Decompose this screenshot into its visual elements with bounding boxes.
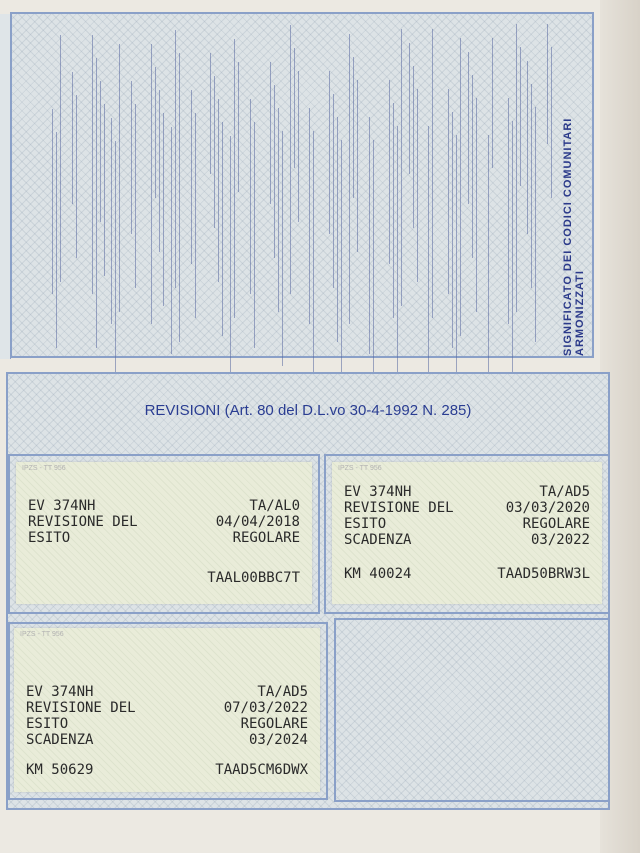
legend-text-column — [52, 24, 67, 349]
legend-title: SIGNIFICATO DEI CODICI COMUNITARI ARMONIZZATI — [562, 117, 586, 356]
office-code: TA/AD5 — [257, 684, 308, 700]
legend-text-column — [428, 24, 443, 349]
sticker-km-row — [14, 762, 320, 778]
legend-text-lines — [52, 24, 562, 349]
legend-text-line — [159, 90, 160, 252]
legend-text-line — [131, 81, 132, 234]
legend-text-column — [547, 24, 562, 349]
legend-text-line — [397, 126, 398, 372]
legend-text-line — [171, 127, 172, 354]
legend-text-line — [111, 118, 112, 324]
legend-text-line — [472, 75, 473, 258]
revision-date: 04/04/2018 — [215, 514, 300, 530]
legend-text-line — [341, 140, 342, 396]
legend-text-line — [210, 53, 211, 174]
revisions-panel — [6, 372, 610, 810]
expiry-label: SCADENZA — [344, 532, 412, 548]
legend-text-line — [428, 126, 429, 384]
sticker-plate-row — [14, 684, 320, 700]
revision-label: REVISIONE DEL — [28, 514, 138, 530]
legend-text-column — [468, 24, 483, 349]
legend-text-column — [92, 24, 107, 349]
legend-text-line — [393, 103, 394, 318]
legend-text-line — [214, 76, 215, 228]
legend-text-line — [218, 99, 219, 282]
legend-text-line — [452, 112, 453, 348]
revision-box-4-empty — [334, 618, 610, 802]
expiry-value: 03/2022 — [530, 532, 590, 548]
result-value: REGOLARE — [240, 716, 308, 732]
legend-text-line — [456, 135, 457, 402]
revision-sticker-3 — [14, 628, 320, 792]
sticker-result-row — [332, 516, 602, 532]
legend-text-line — [329, 71, 330, 234]
km-label: KM — [26, 762, 43, 778]
sticker-plate-row — [16, 498, 312, 514]
legend-text-column — [290, 24, 305, 349]
km-reading — [26, 762, 93, 778]
sticker-code: TAAL00BBC7T — [207, 570, 300, 586]
revision-label: REVISIONE DEL — [26, 700, 136, 716]
office-code: TA/AD5 — [539, 484, 590, 500]
legend-text-line — [179, 53, 180, 342]
result-value: REGOLARE — [522, 516, 590, 532]
legend-text-line — [163, 113, 164, 306]
legend-text-column — [171, 24, 186, 349]
legend-text-column — [369, 24, 384, 349]
km-label: KM — [344, 566, 361, 582]
legend-text-line — [413, 66, 414, 228]
legend-text-line — [270, 62, 271, 204]
legend-text-line — [313, 131, 314, 378]
legend-text-line — [298, 71, 299, 222]
revisions-title: REVISIONI (Art. 80 del D.L.vo 30-4-1992 N. 285) — [144, 402, 472, 419]
legend-text-line — [401, 29, 402, 306]
legend-text-line — [290, 25, 291, 294]
revision-label: REVISIONE DEL — [344, 500, 454, 516]
result-value: REGOLARE — [232, 530, 300, 546]
legend-text-line — [389, 80, 390, 264]
legend-text-line — [135, 104, 136, 288]
legend-text-column — [389, 24, 404, 349]
legend-text-column — [111, 24, 126, 349]
legend-text-line — [349, 34, 350, 324]
legend-text-line — [175, 30, 176, 288]
legend-text-column — [191, 24, 206, 349]
km-value: 40024 — [369, 566, 412, 582]
revision-sticker-1 — [16, 462, 312, 604]
legend-text-line — [151, 44, 152, 324]
legend-text-line — [230, 136, 231, 384]
legend-text-line — [535, 107, 536, 342]
legend-text-column — [409, 24, 424, 349]
legend-text-column — [488, 24, 503, 349]
revision-sticker-2 — [332, 462, 602, 604]
revision-box-1 — [8, 454, 320, 614]
km-value: 50629 — [51, 762, 94, 778]
legend-text-line — [195, 113, 196, 318]
legend-text-column — [210, 24, 225, 349]
legend-text-column — [527, 24, 542, 349]
legend-text-line — [309, 108, 310, 324]
sticker-result-row — [14, 716, 320, 732]
sticker-plate-row — [332, 484, 602, 500]
legend-text-line — [508, 98, 509, 324]
legend-text-line — [448, 89, 449, 294]
legend-text-line — [52, 109, 53, 294]
result-label: ESITO — [344, 516, 387, 532]
legend-text-line — [353, 57, 354, 198]
legend-text-line — [274, 85, 275, 258]
legend-text-line — [238, 62, 239, 192]
revision-date: 07/03/2022 — [223, 700, 308, 716]
sticker-code: TAAD5CM6DWX — [215, 762, 308, 778]
sticker-serial: IPZS - TT 956 — [22, 465, 66, 472]
sticker-km-row — [332, 566, 602, 582]
legend-text-line — [222, 122, 223, 336]
legend-text-line — [119, 44, 120, 312]
legend-text-line — [155, 67, 156, 198]
legend-text-line — [468, 52, 469, 204]
legend-text-column — [250, 24, 265, 349]
sticker-serial: IPZS - TT 956 — [20, 631, 64, 638]
legend-text-line — [234, 39, 235, 318]
sticker-expiry-row — [14, 732, 320, 748]
legend-text-line — [96, 58, 97, 348]
legend-text-line — [92, 35, 93, 294]
legend-text-line — [476, 98, 477, 312]
legend-text-line — [369, 117, 370, 354]
result-label: ESITO — [28, 530, 71, 546]
legend-text-line — [250, 99, 251, 294]
legend-text-line — [72, 72, 73, 204]
legend-text-line — [520, 47, 521, 186]
legend-text-line — [254, 122, 255, 348]
legend-text-line — [191, 90, 192, 264]
legend-text-column — [72, 24, 87, 349]
sticker-revision-row — [16, 514, 312, 530]
revision-box-2 — [324, 454, 610, 614]
legend-text-column — [329, 24, 344, 349]
legend-text-line — [516, 24, 517, 312]
legend-text-line — [100, 81, 101, 222]
legend-text-line — [294, 48, 295, 168]
legend-text-line — [409, 43, 410, 174]
legend-text-line — [357, 80, 358, 252]
revision-date: 03/03/2020 — [505, 500, 590, 516]
km-reading — [344, 566, 411, 582]
legend-text-column — [131, 24, 146, 349]
legend-text-line — [512, 121, 513, 378]
legend-text-line — [527, 61, 528, 234]
plate-number: EV 374NH — [26, 684, 94, 700]
sticker-revision-row — [14, 700, 320, 716]
sticker-code: TAAD50BRW3L — [497, 566, 590, 582]
legend-text-line — [282, 131, 283, 366]
legend-text-column — [151, 24, 166, 349]
legend-text-line — [76, 95, 77, 258]
legend-text-line — [373, 140, 374, 408]
revision-box-3 — [8, 622, 328, 800]
legend-text-line — [333, 94, 334, 288]
plate-number: EV 374NH — [28, 498, 96, 514]
legend-text-column — [349, 24, 364, 349]
legend-text-line — [460, 38, 461, 336]
legend-text-line — [417, 89, 418, 282]
legend-text-column — [508, 24, 523, 349]
legend-text-line — [531, 84, 532, 288]
sticker-serial: IPZS - TT 956 — [338, 465, 382, 472]
plate-number: EV 374NH — [344, 484, 412, 500]
codes-legend-panel — [10, 12, 594, 358]
legend-text-column — [448, 24, 463, 349]
legend-text-line — [492, 38, 493, 168]
sticker-result-row — [16, 530, 312, 546]
legend-text-line — [551, 47, 552, 198]
legend-text-line — [432, 29, 433, 318]
legend-text-line — [337, 117, 338, 342]
legend-text-line — [56, 132, 57, 348]
result-label: ESITO — [26, 716, 69, 732]
legend-text-column — [230, 24, 245, 349]
legend-text-column — [270, 24, 285, 349]
legend-text-line — [104, 104, 105, 276]
sticker-expiry-row — [332, 532, 602, 548]
legend-text-line — [547, 24, 548, 144]
office-code: TA/AL0 — [249, 498, 300, 514]
legend-text-column — [309, 24, 324, 349]
sticker-revision-row — [332, 500, 602, 516]
expiry-value: 03/2024 — [248, 732, 308, 748]
expiry-label: SCADENZA — [26, 732, 94, 748]
sticker-code-row — [16, 570, 312, 586]
legend-text-line — [60, 35, 61, 282]
legend-text-line — [278, 108, 279, 312]
legend-text-line — [115, 141, 116, 378]
